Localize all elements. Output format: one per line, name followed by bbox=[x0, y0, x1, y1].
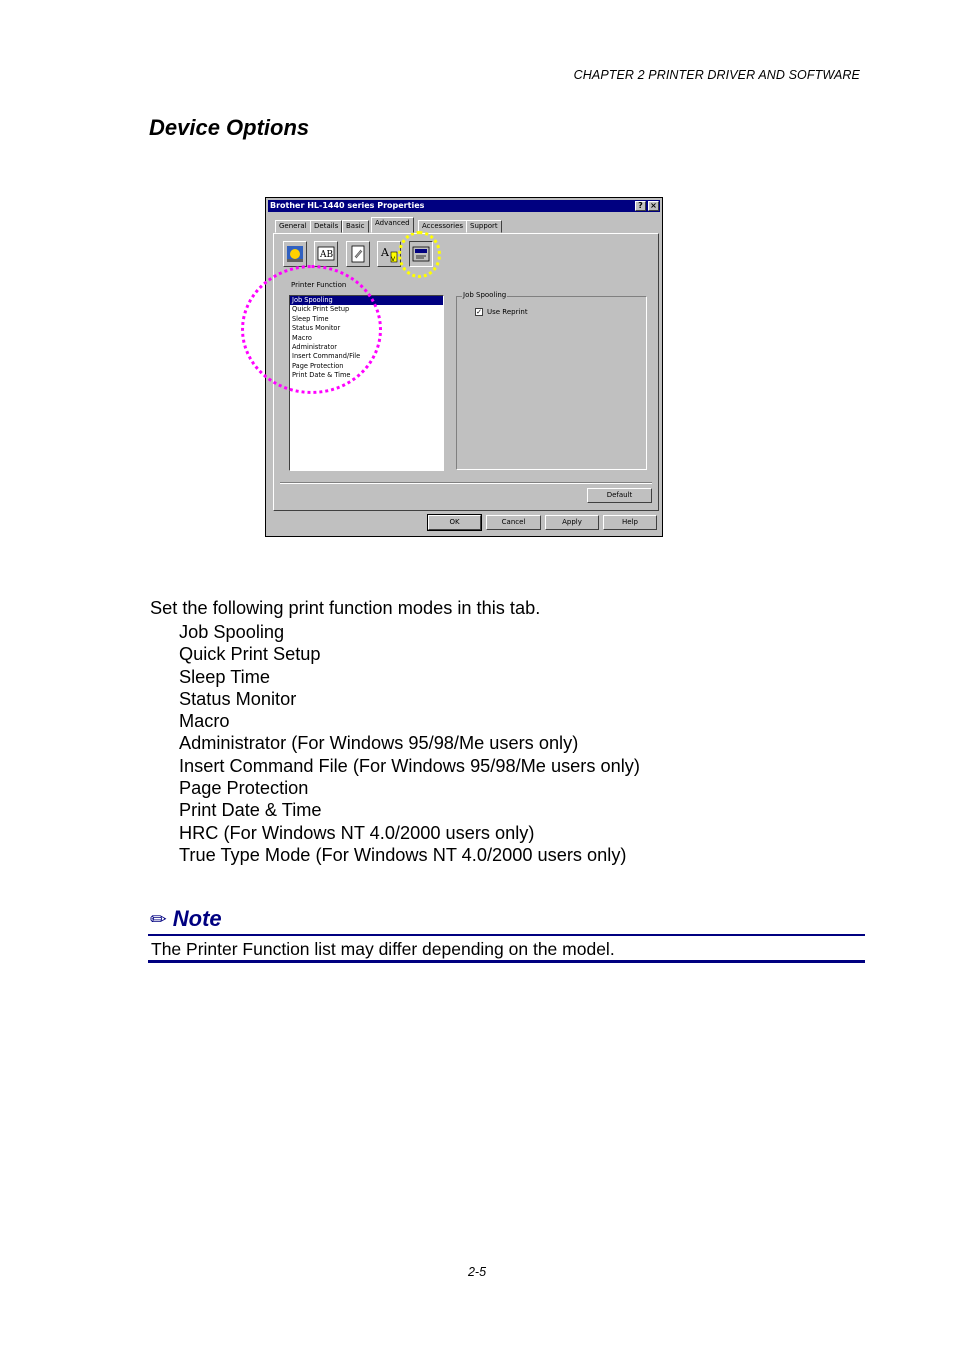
mode-list bbox=[179, 621, 640, 866]
help-button[interactable]: Help bbox=[603, 515, 657, 530]
list-item: Job Spooling bbox=[179, 622, 285, 642]
note-heading bbox=[150, 906, 222, 932]
note-box bbox=[148, 934, 865, 963]
tab-accessories[interactable]: Accessories bbox=[418, 220, 467, 233]
svg-text:V: V bbox=[391, 256, 396, 263]
device-options-icon-highlight bbox=[398, 231, 441, 278]
note-text: The Printer Function list may differ depending on the model. bbox=[151, 939, 615, 959]
job-spooling-group-label: Job Spooling bbox=[463, 291, 507, 299]
list-item[interactable]: Quick Print Setup bbox=[292, 305, 350, 314]
list-item: Administrator (For Windows 95/98/Me users only) bbox=[179, 733, 579, 754]
text-icon bbox=[380, 245, 398, 263]
list-item: HRC (For Windows NT 4.0/2000 users only) bbox=[179, 822, 535, 843]
job-spooling-group bbox=[456, 291, 647, 470]
svg-text:A: A bbox=[381, 246, 389, 259]
font-button[interactable] bbox=[314, 241, 338, 267]
list-item: True Type Mode (For Windows NT 4.0/2000 users only) bbox=[179, 844, 627, 865]
pencil-icon: ✏ bbox=[150, 909, 167, 931]
list-item: Print Date & Time bbox=[179, 800, 322, 821]
apply-button[interactable]: Apply bbox=[545, 515, 599, 530]
chapter-header: CHAPTER 2 PRINTER DRIVER AND SOFTWARE bbox=[573, 68, 860, 82]
tab-details[interactable]: Details bbox=[310, 220, 342, 233]
note-title: Note bbox=[172, 906, 222, 931]
list-item: Page Protection bbox=[179, 778, 309, 799]
tab-advanced[interactable]: Advanced bbox=[371, 217, 414, 233]
help-icon[interactable]: ? bbox=[635, 201, 646, 211]
list-item[interactable]: Print Date & Time bbox=[292, 371, 351, 380]
list-item[interactable]: Sleep Time bbox=[292, 314, 329, 323]
list-item[interactable]: Administrator bbox=[292, 343, 337, 352]
intro-text: Set the following print function modes in this tab. bbox=[150, 598, 541, 618]
tab-basic[interactable]: Basic bbox=[342, 220, 369, 233]
list-item[interactable]: Status Monitor bbox=[292, 324, 341, 333]
font-icon bbox=[317, 245, 335, 263]
list-item[interactable]: Macro bbox=[292, 333, 312, 342]
page-number: 2-5 bbox=[467, 1265, 487, 1279]
dialog-titlebar bbox=[268, 200, 660, 212]
list-item[interactable]: Insert Command/File bbox=[292, 352, 361, 361]
ok-button[interactable]: OK bbox=[428, 515, 481, 530]
tab-support[interactable]: Support bbox=[466, 220, 502, 233]
list-item: Insert Command File (For Windows 95/98/Me users only) bbox=[179, 755, 640, 776]
use-reprint-checkbox[interactable]: ✓ bbox=[476, 308, 482, 316]
svg-text:AB: AB bbox=[320, 250, 334, 260]
cancel-button[interactable]: Cancel bbox=[486, 515, 541, 530]
use-reprint-label: Use Reprint bbox=[487, 308, 528, 316]
close-icon[interactable]: × bbox=[648, 201, 659, 211]
printer-function-label: Printer Function bbox=[291, 281, 347, 289]
paper-button[interactable] bbox=[346, 241, 370, 267]
tab-general[interactable]: General bbox=[275, 220, 311, 233]
list-item: Quick Print Setup bbox=[179, 644, 321, 665]
list-item[interactable]: Job Spooling bbox=[290, 296, 443, 305]
list-item[interactable]: Page Protection bbox=[292, 361, 344, 370]
paper-icon bbox=[349, 245, 367, 263]
section-title: Device Options bbox=[149, 115, 310, 140]
list-item: Sleep Time bbox=[179, 666, 270, 687]
function-list-highlight bbox=[241, 265, 382, 394]
panel-divider bbox=[280, 482, 652, 484]
print-quality-button[interactable] bbox=[283, 241, 307, 267]
dialog-title: Brother HL-1440 series Properties bbox=[270, 201, 425, 210]
default-button[interactable]: Default bbox=[587, 488, 652, 503]
list-item: Macro bbox=[179, 711, 230, 732]
list-item: Status Monitor bbox=[179, 688, 297, 709]
print-quality-icon bbox=[286, 245, 304, 263]
